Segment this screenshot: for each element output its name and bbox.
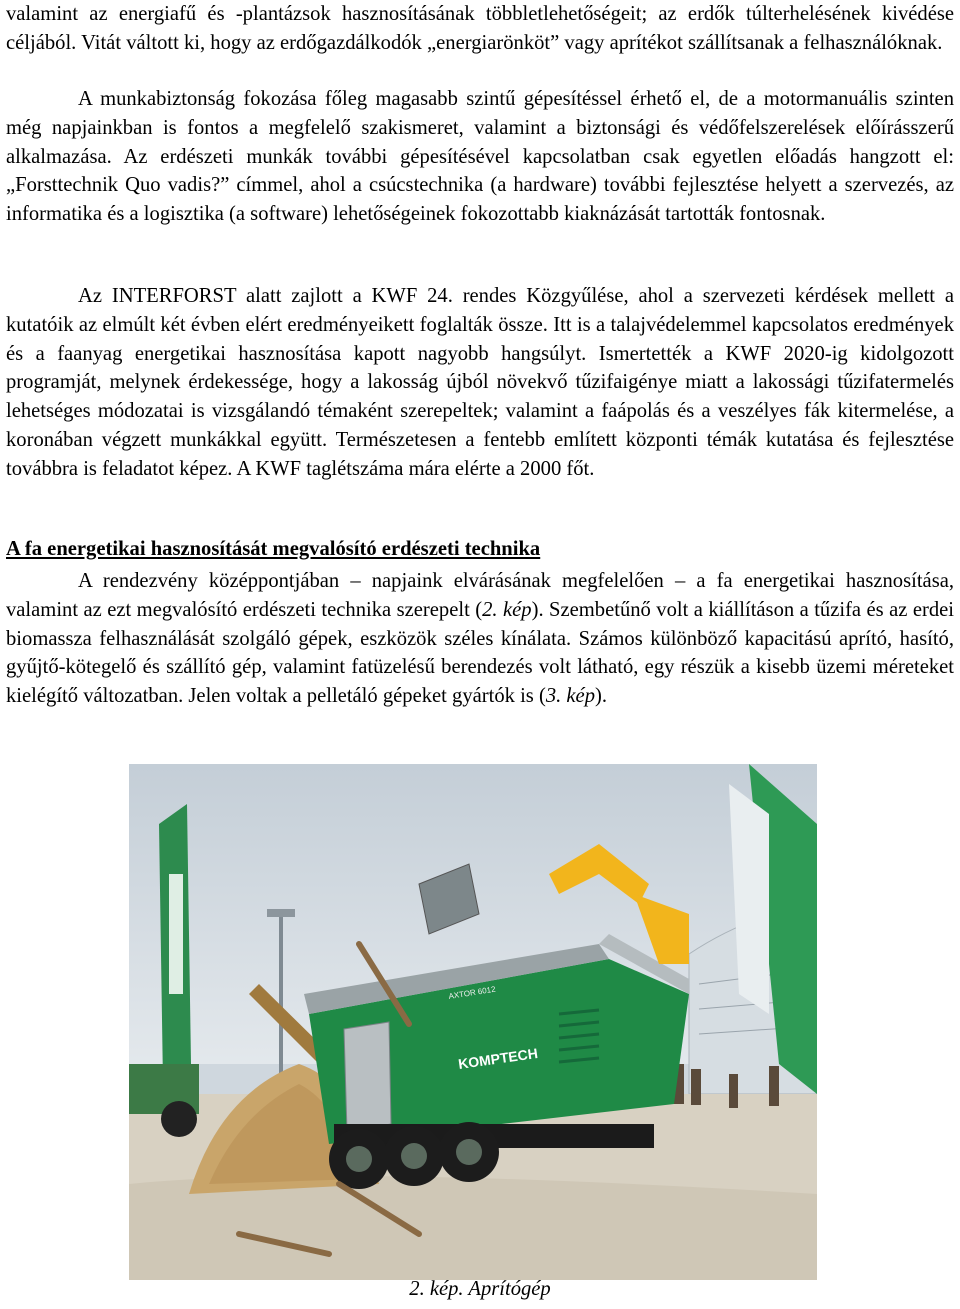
- paragraph-2: A munkabiztonság fokozása főleg magasabb szintű gépesítéssel érhető el, de a motormanuális szinten még napjainkban is fontos a megfelelő szakismeret, valamint a biztonsági és védőfelszerelések előírásszerű alkalmazása. Az erdészeti munkák további gépesítésével kapcsolatban csak egyetlen előadás hangzott el: „Forsttechnik Quo vadis?” címmel, ahol a csúcstechnika (a hardware) további fejlesztése helyett a szervezés, az informatika és a logisztika (a software) lehetőségeinek fokozottabb kiaknázását tartották fontosnak.: [6, 88, 954, 226]
- paragraph-4-part-1: A rendezvény középpontjában – napjaink elvárásának megfelelően – a fa energetikai hasznosítása, valamint az ezt megvalósító erdészeti technika szerepelt (: [6, 570, 954, 621]
- paragraph-4-part-3: ).: [595, 685, 608, 708]
- section-heading: A fa energetikai hasznosítását megvalósító erdészeti technika: [6, 538, 541, 560]
- figure-reference-3: 3. kép: [545, 685, 595, 708]
- model-label-text: AXTOR 6012: [447, 984, 497, 1001]
- chipper-side-panel: [344, 1022, 391, 1132]
- brand-logo-text: KOMPTECH: [457, 1044, 539, 1072]
- figure-reference-2: 2. kép: [482, 598, 532, 621]
- paragraph-3: Az INTERFORST alatt zajlott a KWF 24. rendes Közgyűlése, ahol a szervezeti kérdések mellett a kutatóik az elmúlt két évben elért eredményeikett foglalták össze. Itt is a talajvédelemmel kapcsolatos eredmények és a faanyag energetikai hasznosítása kapott nagyobb hangsúlyt. Ismertették a KWF 2020-ig kidolgozott programját, melynek érdekessége, hogy a lakosság újból növekvő tűzifaigénye miatt a lakossági tűzifatermelés lehetséges módozatai is vizsgálandó témaként szerepeltek; valamint a faápolás és a veszélyes fák kitermelése, a koronában végzett munkákkal együtt. Természetesen a fentebb említett központi témák kutatása és fejlesztése továbbra is feladatot képez. A KWF taglétszáma mára elérte a 2000 főt.: [6, 285, 954, 480]
- figure-photo-chipper: [129, 764, 817, 1280]
- paragraph-4-part-2: ). Szembetűnő volt a kiállításon a tűzifa és az erdei biomassza felhasználását szolgáló gépek, eszközök széles kínálata. Számos különböző kapacitású aprító, hasító, gyűjtő-kötegelő és szállító gép, valamint fatüzelésű berendezés volt látható, egy részük a kisebb üzemi méreteket kielégítő változatban. Jelen voltak a pelletáló gépeket gyártók is (: [6, 598, 955, 708]
- paragraph-1: valamint az energiafű és -plantázsok hasznosításának többletlehetőségeit; az erdők túlterhelésének kivédése céljából. Vitát váltott ki, hogy az erdőgazdálkodók „energiarönköt” vagy aprítékot szállítsanak a felhasználóknak.: [6, 3, 954, 54]
- figure-caption: 2. kép. Aprítógép: [409, 1278, 551, 1300]
- wheels: [329, 1122, 499, 1189]
- paragraph-4: [6, 567, 954, 711]
